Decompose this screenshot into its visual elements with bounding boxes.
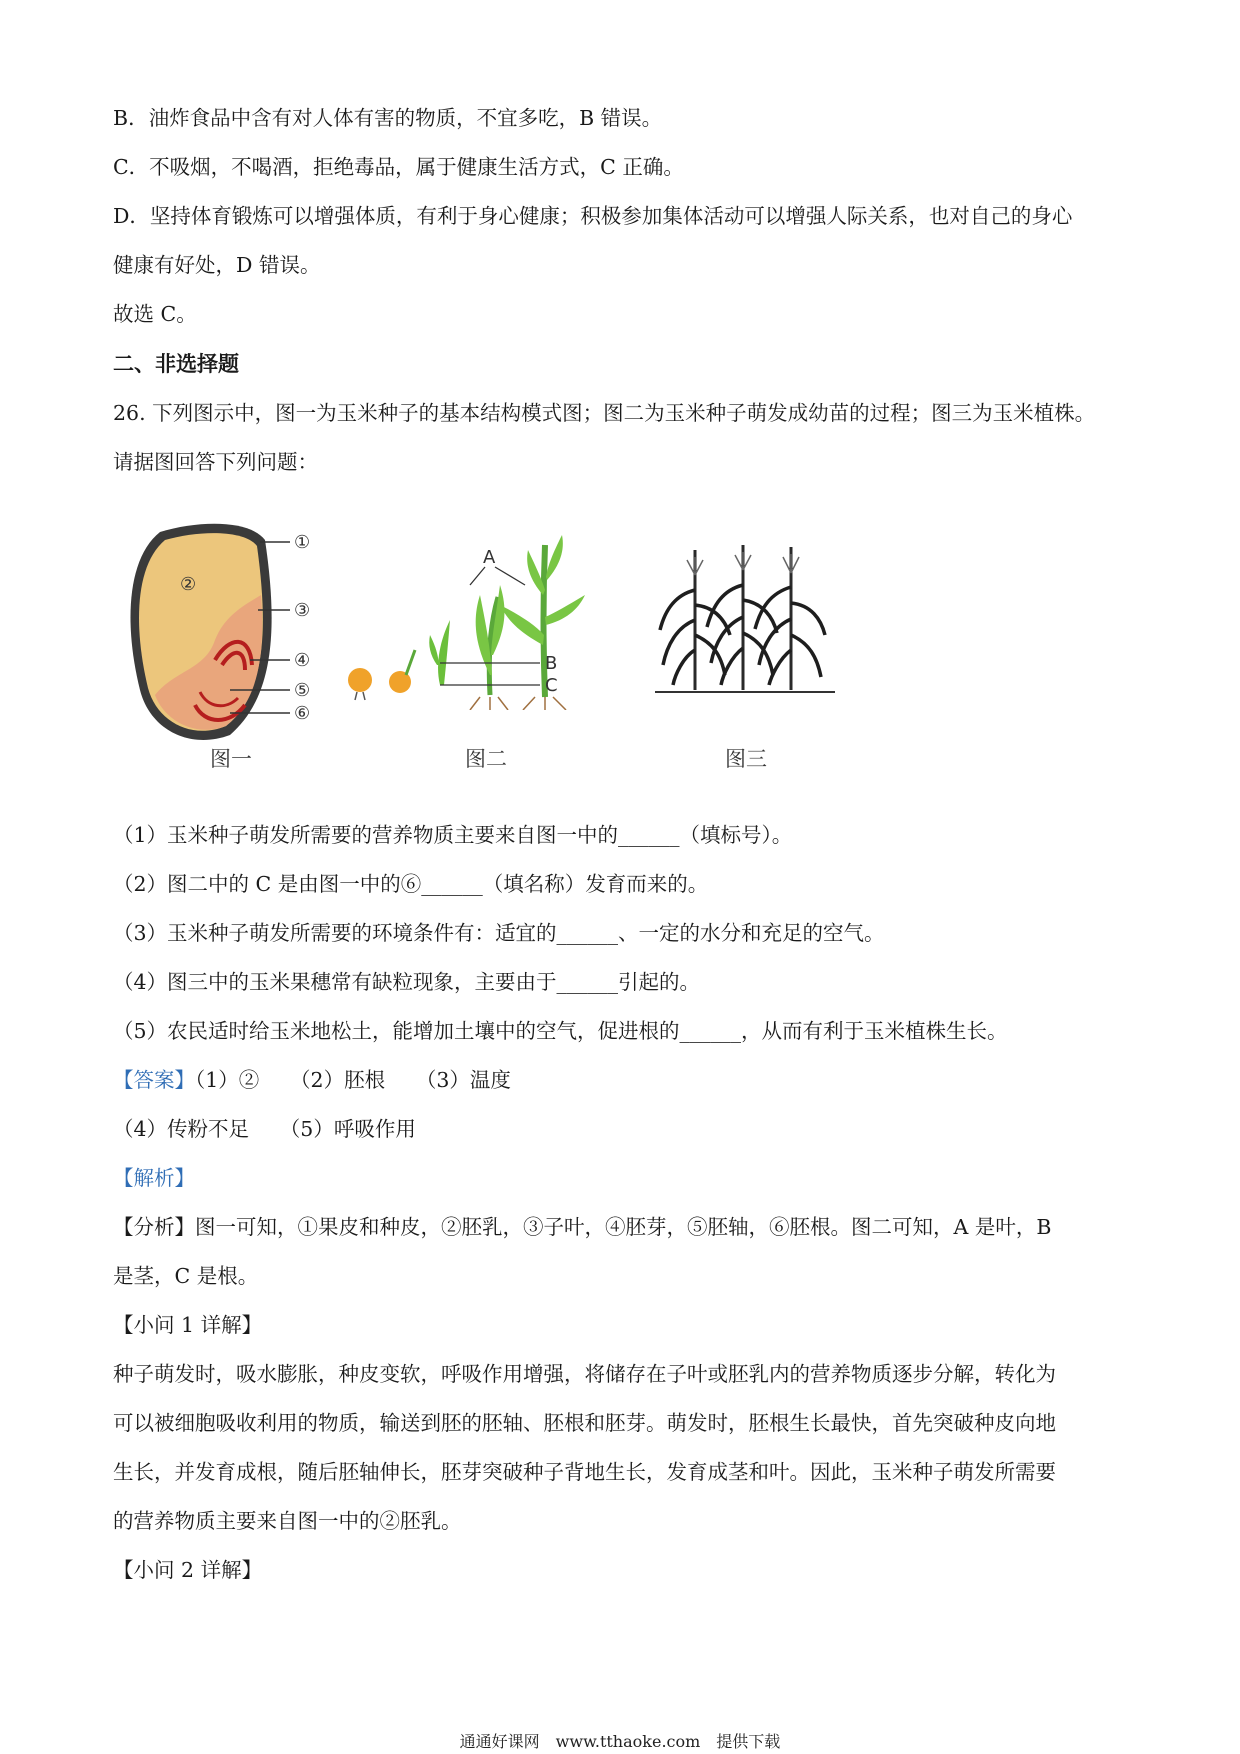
option-d-text-line2: 健康有好处，D 错误。 bbox=[113, 253, 321, 277]
subquestion-2: （2）图二中的 C 是由图一中的⑥______（填名称）发育而来的。 bbox=[113, 872, 709, 896]
figure-caption-3: 图三 bbox=[725, 747, 767, 771]
analysis-tag: 【解析】 bbox=[113, 1166, 195, 1190]
seed-label-1: ① bbox=[294, 532, 311, 553]
detail-1-line-2: 可以被细胞吸收利用的物质，输送到胚的胚轴、胚根和胚芽。萌发时，胚根生长最快，首先突破种皮向地 bbox=[113, 1411, 1056, 1435]
seedling-label-b: B bbox=[545, 653, 558, 674]
answer-tag: 【答案】 bbox=[113, 1068, 195, 1092]
option-b-text: B．油炸食品中含有对人体有害的物质，不宜多吃，B 错误。 bbox=[113, 106, 663, 130]
page-footer: 通通好课网 www.tthaoke.com 提供下载 bbox=[459, 1732, 781, 1751]
seed-label-4: ④ bbox=[294, 650, 311, 671]
corn-seed-diagram bbox=[120, 520, 350, 750]
subquestion-4: （4）图三中的玉米果穗常有缺粒现象，主要由于______引起的。 bbox=[113, 970, 701, 994]
subquestion-5: （5）农民适时给玉米地松土，能增加土壤中的空气，促进根的______，从而有利于玉米植株生长。 bbox=[113, 1019, 1008, 1043]
answer-choice: 故选 C。 bbox=[113, 302, 197, 326]
seedling-label-a: A bbox=[483, 547, 496, 568]
detail-1-line-1: 种子萌发时，吸水膨胀，种皮变软，呼吸作用增强，将储存在子叶或胚乳内的营养物质逐步分解，转化为 bbox=[113, 1362, 1056, 1386]
section-heading: 二、非选择题 bbox=[113, 352, 239, 376]
seed-label-5: ⑤ bbox=[294, 680, 311, 701]
seed-label-3: ③ bbox=[294, 600, 311, 621]
question-stem-line1: 26. 下列图示中，图一为玉米种子的基本结构模式图；图二为玉米种子萌发成幼苗的过程；图三为玉米植株。 bbox=[113, 401, 1096, 425]
subquestion-1: （1）玉米种子萌发所需要的营养物质主要来自图一中的______（填标号）。 bbox=[113, 823, 793, 847]
seed-stage-1 bbox=[348, 668, 372, 692]
corn-plants-diagram bbox=[655, 535, 835, 705]
answer-line-2: （4）传粉不足 （5）呼吸作用 bbox=[113, 1117, 416, 1141]
seed-label-2: ② bbox=[180, 574, 197, 595]
detail-1-line-4: 的营养物质主要来自图一中的②胚乳。 bbox=[113, 1509, 462, 1533]
corn-plant bbox=[707, 545, 777, 690]
figure-caption-1: 图一 bbox=[210, 747, 252, 771]
germination-diagram bbox=[340, 525, 640, 710]
detail-1-heading: 【小问 1 详解】 bbox=[113, 1313, 263, 1337]
detail-1-line-3: 生长，并发育成根，随后胚轴伸长，胚芽突破种子背地生长，发育成茎和叶。因此，玉米种子萌发所需要 bbox=[113, 1460, 1056, 1484]
corn-plant bbox=[660, 550, 730, 690]
figure-caption-2: 图二 bbox=[465, 747, 507, 771]
subquestion-3: （3）玉米种子萌发所需要的环境条件有：适宜的______、一定的水分和充足的空气。 bbox=[113, 921, 885, 945]
detail-2-heading: 【小问 2 详解】 bbox=[113, 1558, 263, 1582]
option-c-text: C．不吸烟，不喝酒，拒绝毒品，属于健康生活方式，C 正确。 bbox=[113, 155, 684, 179]
analysis-line-2: 是茎，C 是根。 bbox=[113, 1264, 259, 1288]
question-stem-line2: 请据图回答下列问题： bbox=[113, 450, 318, 474]
seed-stage-3 bbox=[438, 620, 450, 685]
seed-label-6: ⑥ bbox=[294, 703, 311, 724]
corn-plant bbox=[755, 547, 825, 690]
answer-values-1: （1）② （2）胚根 （3）温度 bbox=[195, 1068, 511, 1092]
seedling-label-c: C bbox=[545, 675, 558, 696]
analysis-line-1: 【分析】图一可知，①果皮和种皮，②胚乳，③子叶，④胚芽，⑤胚轴，⑥胚根。图二可知，A 是叶，B bbox=[113, 1215, 1052, 1239]
answer-line-1 bbox=[113, 1066, 511, 1094]
option-d-text-line1: D．坚持体育锻炼可以增强体质，有利于身心健康；积极参加集体活动可以增强人际关系，也对自己的身心 bbox=[113, 204, 1073, 228]
